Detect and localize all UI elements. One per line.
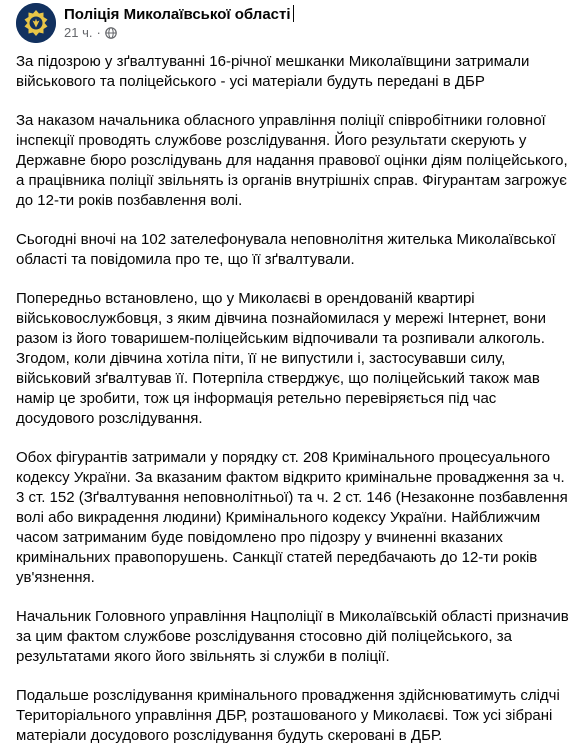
- meta-separator: ·: [96, 25, 101, 40]
- post-paragraph: Подальше розслідування кримінального провадження здійснюватимуть слідчі Територіального управління ДБР, розташованого у Миколаєві. Тож усі зібрані матеріали досудового розслідування будуть скеровані в ДБР.: [16, 687, 560, 744]
- post-paragraph: За наказом начальника обласного управління поліції співробітники головної інспекції проводять службове розслідування. Його результати скерують у Державне бюро розслідувань для надання правової оцінки діям поліцейського, а працівника поліції звільнять із органів внутрішніх справ. Фігурантам загрожує до 12-ти років позбавлення волі.: [16, 112, 568, 209]
- police-logo-icon[interactable]: [16, 3, 56, 43]
- post-paragraph: Начальник Головного управління Нацполіції в Миколаївській області призначив за цим фактом службове розслідування стосовно дій поліцейського, за результатами якого його звільнять зі служби в поліції.: [16, 608, 569, 665]
- post-paragraph: Попередньо встановлено, що у Миколаєві в орендованій квартирі військовослужбовця, з яким дівчина познайомилася у мережі Інтернет, вони разом із його товаришем-поліцейським відпочивали та розпивали алкоголь. Згодом, коли дівчина хотіла піти, її не випустили і, застосувавши силу, військовий зґвалтував її. Потерпіла стверджує, що поліцейський також мав намір це зробити, тож ця інформація ретельно перевіряється під час досудового розслідування.: [16, 290, 547, 427]
- post-header: [16, 0, 573, 44]
- globe-icon[interactable]: [105, 27, 117, 39]
- text-cursor: [293, 5, 294, 22]
- page-name[interactable]: Поліція Миколаївської області: [64, 6, 291, 23]
- post-paragraph: Обох фігурантів затримали у порядку ст. 208 Кримінального процесуального кодексу України. За вказаним фактом відкрито кримінальне провадження за ч. 3 ст. 152 (Зґвалтування неповнолітньої) та ч. 2 ст. 146 (Незаконне позбавлення волі або викрадення людини) Кримінального кодексу України. Найближчим часом затриманим буде повідомлено про підозру у вчиненні вказаних кримінальних правопорушень. Санкції статей передбачають до 12-ти років ув'язнення.: [16, 449, 568, 586]
- post-paragraph: Сьогодні вночі на 102 зателефонувала неповнолітня жителька Миколаївської області та повідомила про те, що її зґвалтували.: [16, 231, 556, 268]
- post-paragraph-headline: За підозрою у зґвалтуванні 16-річної мешканки Миколаївщини затримали військового та поліцейського - усі матеріали будуть передані в ДБР: [16, 53, 530, 90]
- post-timestamp[interactable]: 21 ч.: [64, 25, 93, 40]
- page-name-row: [64, 5, 294, 25]
- post-body: [16, 52, 573, 746]
- header-meta: [64, 5, 294, 41]
- post-meta: [64, 25, 294, 41]
